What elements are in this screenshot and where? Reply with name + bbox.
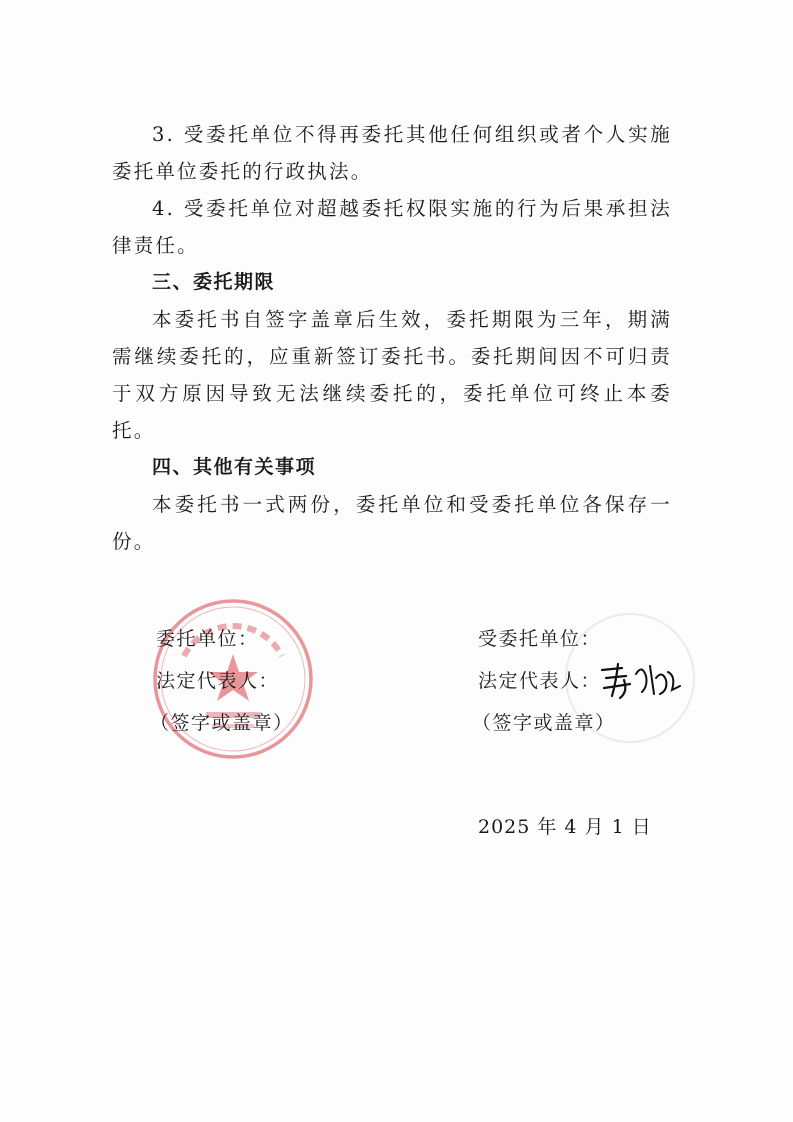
entrusted-rep-label: 法定代表人： xyxy=(478,670,602,692)
entrusted-sign-note: （签字或盖章） xyxy=(472,712,616,734)
handwritten-signature xyxy=(596,656,682,700)
section-body-term: 本委托书自签字盖章后生效，委托期限为三年，期满需继续委托的，应重新签订委托书。委托期间因不可归责于双方原因导致无法继续委托的，委托单位可终止本委托。 xyxy=(112,308,672,442)
paragraph-item-3: 3. 受委托单位不得再委托其他任何组织或者个人实施委托单位委托的行政执法。 xyxy=(112,123,672,183)
section-heading-term: 三、委托期限 xyxy=(152,271,276,293)
document-date: 2025 年 4 月 1 日 xyxy=(478,816,652,838)
document-body xyxy=(112,116,672,560)
entrusting-sign-note: （签字或盖章） xyxy=(150,712,294,734)
section-body-other-matters: 本委托书一式两份，委托单位和受委托单位各保存一份。 xyxy=(112,493,672,553)
signature-block-entrusted xyxy=(472,618,616,744)
paragraph-item-4: 4. 受委托单位对超越委托权限实施的行为后果承担法律责任。 xyxy=(112,197,672,257)
entrusted-unit-label: 受委托单位： xyxy=(478,628,602,650)
section-heading-other-matters: 四、其他有关事项 xyxy=(152,456,317,478)
signature-block-entrusting xyxy=(150,618,294,744)
entrusting-unit-label: 委托单位： xyxy=(156,628,259,650)
entrusting-rep-label: 法定代表人： xyxy=(156,670,280,692)
